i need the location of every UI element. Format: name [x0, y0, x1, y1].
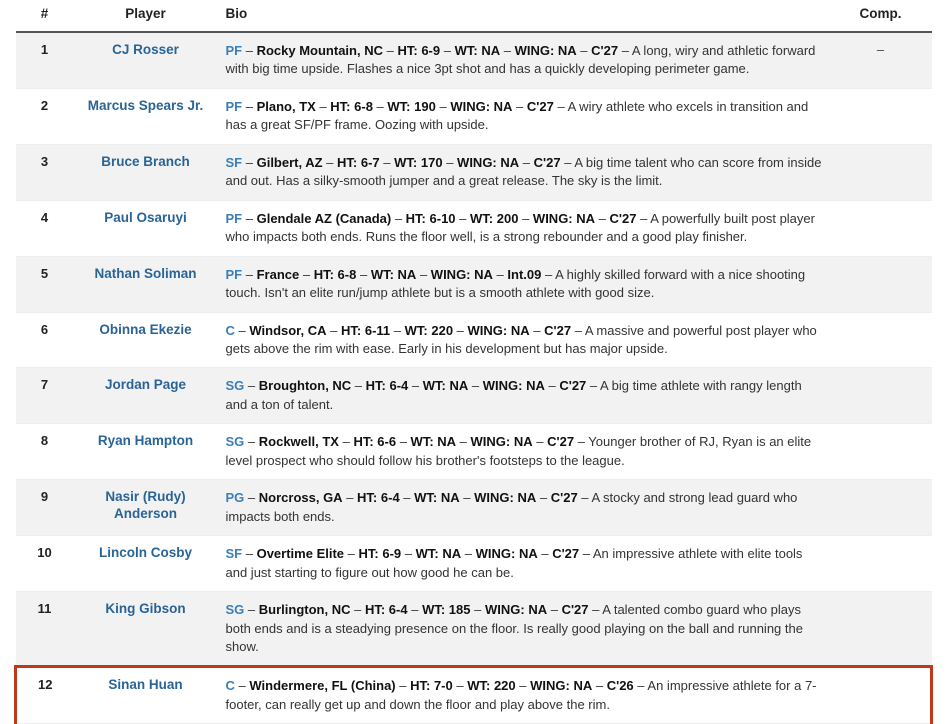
- weight-label: WT:: [454, 43, 478, 58]
- weight-value: NA: [397, 266, 417, 282]
- scouting-description: An impressive athlete with elite tools and just starting to figure out how good he can be.: [225, 546, 803, 580]
- height-label: HT:: [397, 43, 418, 58]
- player-comparison: –: [830, 32, 932, 88]
- player-team: France: [256, 266, 300, 282]
- weight-value: NA: [437, 434, 457, 450]
- table-header-row: [16, 0, 932, 32]
- player-comparison: [830, 144, 932, 200]
- player-bio: PF – Rocky Mountain, NC – HT: 6-9 – WT: NA – WING: NA – C'27 – A long, wiry and athletic forward with big time upside. Flashes a nice 3pt shot and has a quickly developing perimeter game.: [218, 32, 830, 88]
- table-body: [16, 32, 932, 724]
- player-comparison: [830, 480, 932, 536]
- player-team: Overtime Elite: [256, 546, 345, 562]
- weight-label: WT:: [370, 266, 394, 282]
- scouting-description: A highly skilled forward with a nice shooting touch. Isn't an elite run/jump athlete but is a smooth athlete with good size.: [225, 266, 806, 301]
- wingspan-label: WING:: [475, 546, 516, 562]
- wingspan-value: NA: [557, 43, 577, 58]
- player-name-link[interactable]: Nathan Soliman: [94, 265, 197, 281]
- player-cell: [74, 592, 218, 667]
- weight-label: WT:: [470, 210, 494, 226]
- player-bio: C – Windermere, FL (China) – HT: 7-0 – WT: 220 – WING: NA – C'26 – An impressive athlete for a 7-footer, can really get up and down the floor and play above the rim.: [218, 667, 830, 724]
- player-comparison: [830, 256, 932, 312]
- table-header: [16, 0, 932, 32]
- weight-value: 220: [493, 678, 516, 694]
- scouting-description: An impressive athlete for a 7-footer, can really get up and down the floor and play above the rim.: [225, 678, 817, 712]
- height-value: 6-8: [337, 266, 357, 282]
- column-header-rank: #: [16, 0, 74, 32]
- player-rank: 10: [16, 536, 74, 592]
- scouting-description: Younger brother of RJ, Ryan is an elite level prospect who should follow his brother's footsteps to the league.: [225, 434, 812, 468]
- weight-label: WT:: [467, 678, 491, 694]
- player-rank: 8: [16, 424, 74, 480]
- player-cell: [74, 536, 218, 592]
- player-cell: [74, 480, 218, 536]
- player-cell: [74, 424, 218, 480]
- weight-label: WT:: [414, 490, 438, 506]
- player-rank: 2: [16, 88, 74, 144]
- weight-label: WT:: [404, 322, 428, 338]
- weight-value: NA: [440, 490, 460, 506]
- weight-label: WT:: [422, 602, 446, 618]
- height-label: HT:: [330, 98, 351, 114]
- scouting-description: A massive and powerful post player who gets above the rim with ease. Early in his development but has major upside.: [225, 322, 817, 356]
- player-position: SG: [225, 378, 245, 394]
- height-value: 6-7: [360, 154, 380, 170]
- height-value: 6-9: [421, 43, 441, 58]
- scouting-description: A long, wiry and athletic forward with big time upside. Flashes a nice 3pt shot and has a quickly developing perimeter game.: [225, 43, 816, 77]
- column-header-player: Player: [74, 0, 218, 32]
- class-year: C'27: [547, 434, 575, 450]
- player-name-link[interactable]: CJ Rosser: [112, 42, 179, 57]
- player-team: Burlington, NC: [258, 602, 351, 618]
- player-name-link[interactable]: Bruce Branch: [101, 153, 190, 169]
- wingspan-value: NA: [510, 322, 530, 338]
- class-year: C'27: [550, 490, 578, 506]
- table-row: [16, 368, 932, 424]
- player-position: PF: [225, 266, 243, 282]
- height-value: 7-0: [433, 678, 453, 694]
- wingspan-value: NA: [500, 154, 520, 170]
- height-label: HT:: [405, 210, 426, 226]
- wingspan-label: WING:: [450, 98, 491, 114]
- weight-label: WT:: [387, 98, 411, 114]
- table-row: [16, 592, 932, 667]
- wingspan-label: WING:: [482, 378, 523, 394]
- weight-label: WT:: [394, 154, 418, 170]
- player-comparison: [830, 200, 932, 256]
- player-team: Plano, TX: [256, 98, 316, 114]
- player-team: Norcross, GA: [258, 490, 343, 506]
- player-rank: 1: [16, 32, 74, 88]
- table-row: [16, 424, 932, 480]
- weight-value: 185: [448, 602, 471, 618]
- weight-label: WT:: [410, 434, 434, 450]
- class-year: C'27: [544, 322, 572, 338]
- table-row: [16, 88, 932, 144]
- player-rank: 3: [16, 144, 74, 200]
- player-position: SG: [225, 434, 245, 450]
- player-team: Windsor, CA: [249, 322, 327, 338]
- player-rank: 11: [16, 592, 74, 667]
- player-bio: PF – Plano, TX – HT: 6-8 – WT: 190 – WING: NA – C'27 – A wiry athlete who excels in transition and has a great SF/PF frame. Oozing with upside.: [218, 88, 830, 144]
- player-position: PF: [225, 98, 243, 114]
- player-name-link[interactable]: Lincoln Cosby: [98, 545, 192, 561]
- player-bio: PF – Glendale AZ (Canada) – HT: 6-10 – WT: 200 – WING: NA – C'27 – A powerfully built post player who impacts both ends. Runs the floor well, is a strong rebounder and a good play finisher.: [218, 200, 830, 256]
- player-bio: SG – Burlington, NC – HT: 6-4 – WT: 185 – WING: NA – C'27 – A talented combo guard who plays both ends and is a steadying presence on the floor. Is really good playing on the ball and running the show.: [218, 592, 830, 667]
- wingspan-label: WING:: [470, 434, 511, 450]
- scouting-description: A stocky and strong lead guard who impacts both ends.: [225, 490, 798, 524]
- scouting-description: A big time athlete with rangy length and a ton of talent.: [225, 378, 802, 412]
- player-cell: [74, 200, 218, 256]
- player-name-link[interactable]: Paul Osaruyi: [104, 209, 187, 225]
- class-year: Int.09: [507, 266, 542, 282]
- player-position: C: [225, 322, 235, 338]
- wingspan-value: NA: [517, 490, 537, 506]
- player-rank: 9: [16, 480, 74, 536]
- wingspan-value: NA: [513, 434, 533, 450]
- table-row: [16, 312, 932, 368]
- table-row: [16, 536, 932, 592]
- player-bio: SF – Overtime Elite – HT: 6-9 – WT: NA – WING: NA – C'27 – An impressive athlete with elite tools and just starting to figure out how good he can be.: [218, 536, 830, 592]
- table-row: [16, 480, 932, 536]
- player-cell: [74, 144, 218, 200]
- weight-value: NA: [481, 43, 501, 58]
- wingspan-value: NA: [493, 98, 513, 114]
- player-cell: [74, 88, 218, 144]
- wingspan-label: WING:: [467, 322, 508, 338]
- class-year: C'27: [609, 210, 637, 226]
- height-label: HT:: [337, 154, 358, 170]
- height-label: HT:: [358, 546, 379, 562]
- weight-value: 190: [414, 98, 436, 114]
- weight-value: NA: [442, 546, 462, 562]
- player-bio: SG – Broughton, NC – HT: 6-4 – WT: NA – WING: NA – C'27 – A big time athlete with rangy length and a ton of talent.: [218, 368, 830, 424]
- table-row: [16, 667, 932, 724]
- class-year: C'27: [561, 602, 589, 618]
- player-name-link[interactable]: Jordan Page: [104, 377, 187, 393]
- player-rank: 5: [16, 256, 74, 312]
- player-comparison: [830, 424, 932, 480]
- height-label: HT:: [357, 490, 378, 506]
- wingspan-label: WING:: [532, 210, 573, 226]
- player-position: PF: [225, 210, 243, 226]
- player-name-link[interactable]: King Gibson: [105, 601, 186, 617]
- scouting-description: A big time talent who can score from inside and out. Has a silky-smooth jumper and a great release. The sky is the limit.: [225, 154, 822, 189]
- player-team: Rocky Mountain, NC: [256, 43, 383, 58]
- wingspan-value: NA: [573, 678, 593, 694]
- player-position: C: [225, 678, 235, 694]
- class-year: C'27: [533, 154, 561, 170]
- player-rank: 7: [16, 368, 74, 424]
- table-row: [16, 32, 932, 88]
- player-bio: SG – Rockwell, TX – HT: 6-6 – WT: NA – WING: NA – C'27 – Younger brother of RJ, Ryan is an elite level prospect who should follow his brother's footsteps to the league.: [218, 424, 830, 480]
- player-comparison: [830, 592, 932, 667]
- player-rank: 4: [16, 200, 74, 256]
- height-value: 6-6: [377, 434, 397, 450]
- scouting-description: A powerfully built post player who impacts both ends. Runs the floor well, is a strong rebounder and a good play finisher.: [225, 210, 815, 245]
- player-cell: [74, 32, 218, 88]
- player-position: SF: [225, 154, 243, 170]
- class-year: C'27: [526, 98, 554, 114]
- player-comparison: [830, 667, 932, 724]
- height-label: HT:: [313, 266, 334, 282]
- player-rank: 12: [16, 667, 74, 724]
- player-rankings-table: [14, 0, 933, 724]
- player-name-link[interactable]: Ryan Hampton: [97, 433, 194, 449]
- player-position: SG: [225, 602, 245, 618]
- height-value: 6-4: [380, 490, 400, 506]
- player-position: SF: [225, 546, 243, 562]
- player-name-link[interactable]: Nasir (Rudy) Anderson: [105, 489, 186, 522]
- player-comparison: [830, 88, 932, 144]
- weight-value: 170: [420, 154, 443, 170]
- player-bio: PG – Norcross, GA – HT: 6-4 – WT: NA – WING: NA – C'27 – A stocky and strong lead guard who impacts both ends.: [218, 480, 830, 536]
- player-comparison: [830, 312, 932, 368]
- column-header-bio: Bio: [218, 0, 830, 32]
- player-team: Glendale AZ (Canada): [256, 210, 392, 226]
- player-name-link[interactable]: Obinna Ekezie: [99, 321, 192, 337]
- wingspan-label: WING:: [514, 43, 555, 58]
- height-label: HT:: [353, 434, 374, 450]
- weight-label: WT:: [415, 546, 439, 562]
- player-team: Gilbert, AZ: [256, 154, 323, 170]
- player-comparison: [830, 368, 932, 424]
- table-row: [16, 144, 932, 200]
- class-year: C'26: [606, 678, 634, 694]
- weight-value: 200: [496, 210, 519, 226]
- height-label: HT:: [410, 678, 431, 694]
- player-bio: C – Windsor, CA – HT: 6-11 – WT: 220 – WING: NA – C'27 – A massive and powerful post player who gets above the rim with ease. Early in his development but has major upside.: [218, 312, 830, 368]
- height-value: 6-4: [389, 378, 409, 394]
- player-cell: [74, 368, 218, 424]
- player-name-link[interactable]: Marcus Spears Jr.: [87, 97, 204, 113]
- wingspan-value: NA: [528, 602, 548, 618]
- wingspan-label: WING:: [484, 602, 525, 618]
- height-value: 6-11: [364, 322, 391, 338]
- table-row: [16, 256, 932, 312]
- player-comparison: [830, 536, 932, 592]
- weight-value: 220: [431, 322, 454, 338]
- table-row: [16, 200, 932, 256]
- player-position: PF: [225, 43, 243, 58]
- scouting-description: A wiry athlete who excels in transition and has a great SF/PF frame. Oozing with upside.: [225, 98, 809, 133]
- class-year: C'27: [591, 43, 619, 58]
- class-year: C'27: [552, 546, 580, 562]
- wingspan-value: NA: [474, 266, 493, 282]
- height-value: 6-4: [388, 602, 408, 618]
- wingspan-label: WING:: [457, 154, 497, 170]
- player-team: Windermere, FL (China): [249, 678, 396, 694]
- height-label: HT:: [365, 378, 386, 394]
- wingspan-value: NA: [526, 378, 545, 394]
- player-position: PG: [225, 490, 245, 506]
- height-label: HT:: [364, 602, 386, 618]
- player-rank: 6: [16, 312, 74, 368]
- wingspan-label: WING:: [530, 678, 570, 694]
- player-cell: [74, 667, 218, 724]
- height-value: 6-9: [382, 546, 402, 562]
- height-value: 6-10: [429, 210, 456, 226]
- height-value: 6-8: [354, 98, 373, 114]
- player-bio: PF – France – HT: 6-8 – WT: NA – WING: NA – Int.09 – A highly skilled forward with a nice shooting touch. Isn't an elite run/jump athlete but is a smooth athlete with good size.: [218, 256, 830, 312]
- wingspan-value: NA: [518, 546, 538, 562]
- player-cell: [74, 312, 218, 368]
- height-label: HT:: [341, 322, 362, 338]
- player-team: Broughton, NC: [258, 378, 352, 394]
- player-cell: [74, 256, 218, 312]
- weight-label: WT:: [422, 378, 446, 394]
- class-year: C'27: [559, 378, 587, 394]
- player-bio: SF – Gilbert, AZ – HT: 6-7 – WT: 170 – WING: NA – C'27 – A big time talent who can score from inside and out. Has a silky-smooth jumper and a great release. The sky is the limit.: [218, 144, 830, 200]
- weight-value: NA: [449, 378, 469, 394]
- player-team: Rockwell, TX: [258, 434, 339, 450]
- wingspan-label: WING:: [430, 266, 471, 282]
- wingspan-value: NA: [576, 210, 596, 226]
- player-name-link[interactable]: Sinan Huan: [108, 677, 183, 693]
- wingspan-label: WING:: [474, 490, 514, 506]
- column-header-comp: Comp.: [830, 0, 932, 32]
- scouting-description: A talented combo guard who plays both ends and is a steadying presence on the floor. Is really good playing on the ball and running the show.: [225, 602, 803, 654]
